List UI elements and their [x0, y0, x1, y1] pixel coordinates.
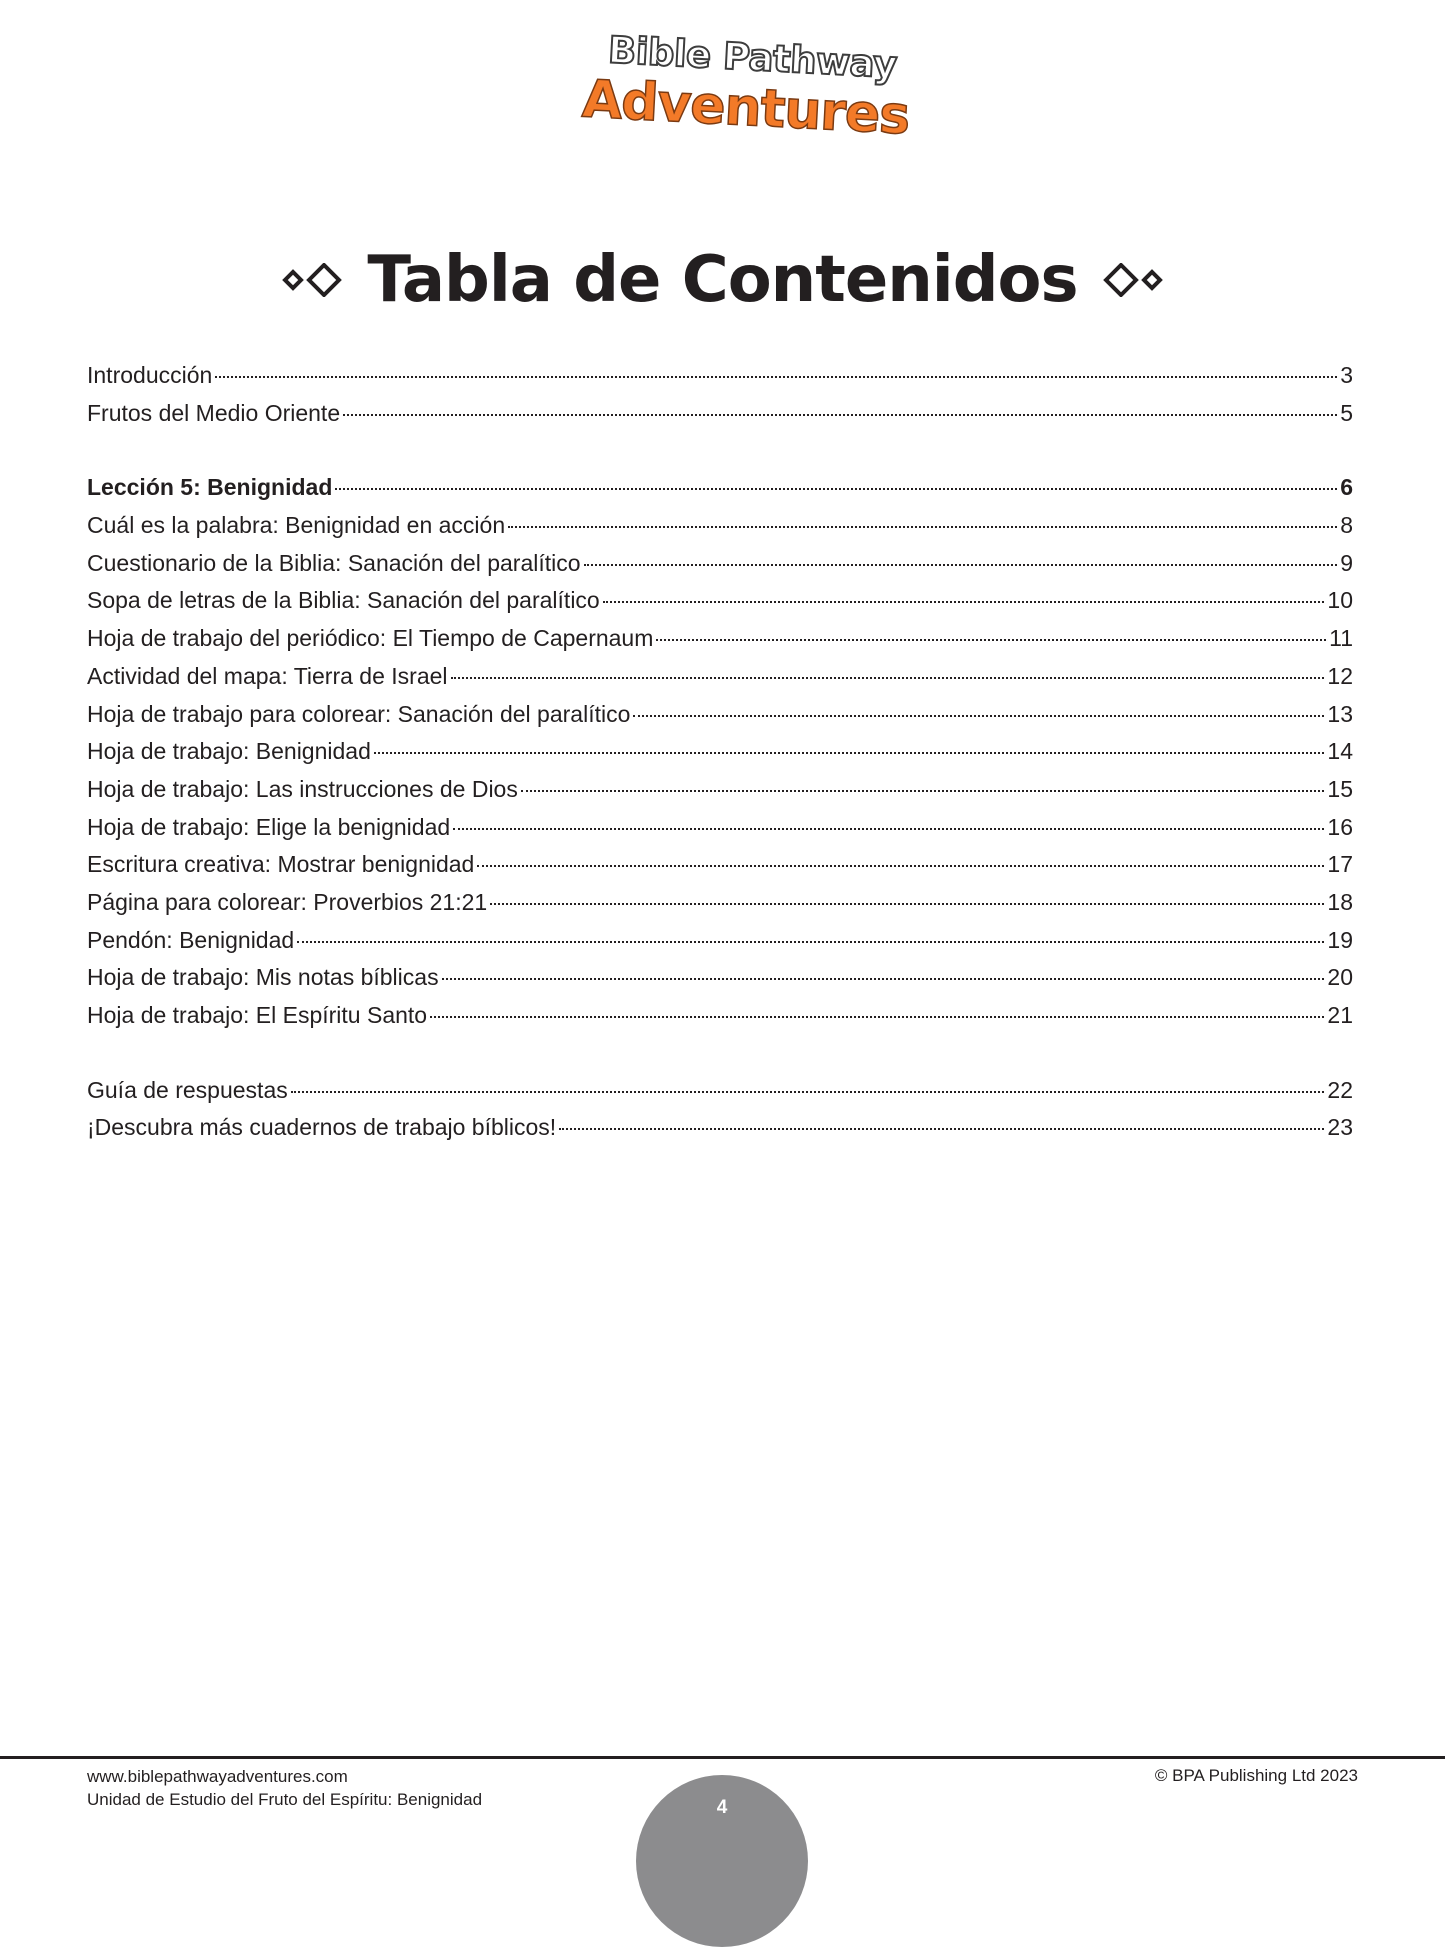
toc-entry[interactable]	[87, 663, 1353, 701]
publisher-logo	[560, 28, 911, 147]
dot-leader	[291, 1091, 1325, 1093]
dot-leader	[477, 865, 1324, 867]
toc-entry-page: 8	[1340, 512, 1353, 539]
dot-leader	[490, 903, 1324, 905]
dot-leader	[374, 752, 1325, 754]
dot-leader	[297, 941, 1324, 943]
dot-leader	[559, 1128, 1324, 1130]
toc-entry[interactable]	[87, 587, 1353, 625]
toc-entry[interactable]	[87, 550, 1353, 588]
dot-leader	[603, 601, 1325, 603]
toc-entry[interactable]	[87, 776, 1353, 814]
toc-entry[interactable]	[87, 851, 1353, 889]
title-row	[0, 240, 1445, 320]
toc-entry[interactable]	[87, 625, 1353, 663]
right-diamond-ornament-icon	[1100, 263, 1166, 297]
toc-entry-page: 23	[1327, 1114, 1353, 1141]
dot-leader	[343, 414, 1337, 416]
toc-entry[interactable]	[87, 964, 1353, 1002]
toc-entry[interactable]	[87, 738, 1353, 776]
footer-left	[87, 1765, 482, 1811]
logo-line2: Adventures	[580, 69, 911, 147]
toc-entry-page: 5	[1340, 399, 1353, 426]
toc-entry-label: Introducción	[87, 362, 213, 388]
footer-copyright: © BPA Publishing Ltd 2023	[1154, 1766, 1358, 1785]
toc-entry[interactable]	[87, 1114, 1353, 1152]
dot-leader	[215, 376, 1337, 378]
toc-entry-page: 10	[1327, 587, 1353, 614]
toc-entry-label: Frutos del Medio Oriente	[87, 399, 341, 426]
dot-leader	[508, 526, 1337, 528]
toc-entry-page: 6	[1340, 474, 1353, 501]
toc-entry-page: 3	[1340, 362, 1353, 388]
toc-entry-label: Cuál es la palabra: Benignidad en acción	[87, 512, 506, 539]
dot-leader	[453, 828, 1324, 830]
toc-entry-label: Página para colorear: Proverbios 21:21	[87, 888, 488, 915]
toc-entry-page: 14	[1327, 738, 1353, 765]
toc-entry-page: 15	[1327, 775, 1353, 802]
toc-entry-page: 21	[1327, 1002, 1353, 1028]
footer-subtitle: Unidad de Estudio del Fruto del Espíritu: Benignidad	[87, 1790, 483, 1809]
toc-entry[interactable]	[87, 362, 1353, 400]
toc-entry[interactable]	[87, 814, 1353, 852]
dot-leader	[430, 1016, 1324, 1018]
page-title: Tabla de Contenidos	[367, 243, 1078, 317]
dot-leader	[521, 790, 1325, 792]
toc-entry-page: 19	[1327, 926, 1353, 953]
toc-entry-page: 12	[1327, 662, 1353, 689]
toc-entry[interactable]	[87, 701, 1353, 739]
toc-entry[interactable]	[87, 1077, 1353, 1115]
toc-entry-page: 11	[1329, 625, 1353, 652]
footer-website-link[interactable]: www.biblepathwayadventures.com	[87, 1767, 348, 1786]
dot-leader	[451, 677, 1325, 679]
toc-entry-label: Hoja de trabajo: Las instrucciones de Dios	[87, 775, 518, 802]
footer-divider	[0, 1756, 1445, 1759]
dot-leader	[656, 639, 1326, 641]
toc-entry-label: Pendón: Benignidad	[87, 926, 295, 953]
dot-leader	[584, 564, 1338, 566]
toc-entry[interactable]	[87, 1002, 1353, 1040]
toc-entry-page: 18	[1327, 888, 1353, 915]
toc-entry-label: Actividad del mapa: Tierra de Israel	[87, 662, 448, 689]
dot-leader	[442, 978, 1325, 980]
dot-leader	[335, 488, 1337, 490]
toc-entry[interactable]	[87, 889, 1353, 927]
dot-leader	[633, 715, 1324, 717]
toc-entry-label: Hoja de trabajo: El Espíritu Santo	[87, 1002, 428, 1028]
toc-entry-label: Hoja de trabajo para colorear: Sanación del paralítico	[87, 700, 631, 727]
page-number: 4	[716, 1797, 728, 1818]
toc-entry-page: 9	[1340, 549, 1353, 576]
toc-entry-label: Sopa de letras de la Biblia: Sanación del paralítico	[87, 587, 600, 614]
section-spacer	[87, 437, 1353, 474]
toc-entry[interactable]	[87, 927, 1353, 965]
toc-entry-label: Hoja de trabajo: Mis notas bíblicas	[87, 964, 439, 991]
toc-entry-page: 20	[1327, 964, 1353, 991]
toc-entry-page: 13	[1327, 700, 1353, 727]
toc-entry[interactable]	[87, 512, 1353, 550]
toc-entry-label: Hoja de trabajo: Elige la benignidad	[87, 813, 451, 840]
toc-entry-label: Guía de respuestas	[87, 1076, 288, 1103]
toc-entry[interactable]	[87, 400, 1353, 438]
logo-line1: Bible Pathway	[607, 28, 898, 87]
toc-entry-label: Escritura creativa: Mostrar benignidad	[87, 851, 475, 878]
toc-entry-page: 17	[1327, 851, 1353, 878]
left-diamond-ornament-icon	[279, 263, 345, 297]
toc-entry-page: 22	[1327, 1076, 1353, 1103]
toc-entry-label: Cuestionario de la Biblia: Sanación del paralítico	[87, 549, 581, 576]
toc-entry-label: Hoja de trabajo del periódico: El Tiempo de Capernaum	[87, 625, 654, 652]
toc-entry-label: Lección 5: Benignidad	[87, 474, 333, 501]
toc-entry-label: ¡Descubra más cuadernos de trabajo bíblicos!	[87, 1114, 557, 1141]
section-spacer	[87, 1040, 1353, 1077]
toc-lesson-heading[interactable]	[87, 474, 1353, 512]
table-of-contents	[87, 362, 1353, 1152]
toc-entry-label: Hoja de trabajo: Benignidad	[87, 738, 371, 765]
toc-entry-page: 16	[1327, 813, 1353, 840]
